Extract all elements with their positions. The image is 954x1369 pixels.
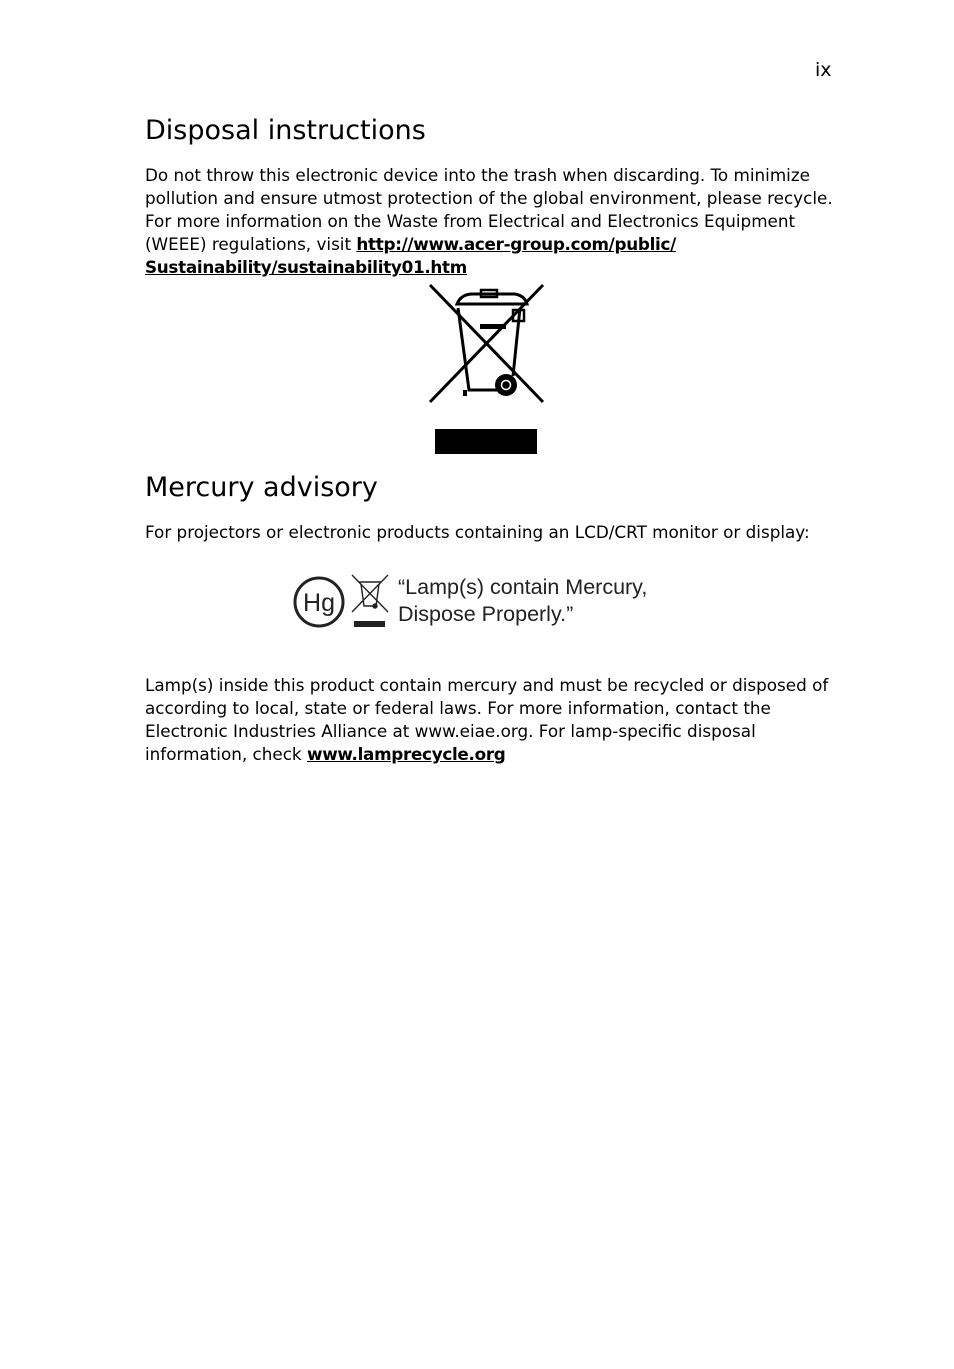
disposal-heading: Disposal instructions xyxy=(145,115,426,146)
mercury-label-line1: “Lamp(s) contain Mercury, xyxy=(398,575,648,599)
hg-circle-icon xyxy=(295,578,343,626)
mercury-label-line2: Dispose Properly.” xyxy=(398,602,574,626)
page-number: ix xyxy=(815,59,832,81)
mercury-intro: For projectors or electronic products containing an LCD/CRT monitor or display: xyxy=(145,522,810,542)
small-crossed-bin-icon xyxy=(352,575,388,627)
mercury-heading: Mercury advisory xyxy=(145,472,378,503)
acer-sustainability-link-part2[interactable]: Sustainability/sustainability01.htm xyxy=(145,257,467,277)
crossed-out-wheelie-bin-icon xyxy=(425,282,549,458)
mercury-text: Lamp(s) inside this product contain mercury and must be recycled or disposed of according to local, state or federal laws. For more information, contact the Electronic Industries Alliance at www.eiae.org. For lamp-specific disposal information, check xyxy=(145,675,829,764)
mercury-label-symbols xyxy=(292,570,392,632)
disposal-text: Do not throw this electronic device into the trash when discarding. To minimize pollution and ensure utmost protection of the global environment, please recycle. For more information on the Waste from Electrical and Electronics Equipment (WEEE) regulations, visit xyxy=(145,165,833,254)
acer-sustainability-link-part1[interactable]: http://www.acer-group.com/public/ xyxy=(356,234,676,254)
hg-symbol-text: Hg xyxy=(303,589,335,617)
disposal-paragraph xyxy=(145,164,845,279)
mercury-label-text xyxy=(398,574,647,628)
lamprecycle-link[interactable]: www.lamprecycle.org xyxy=(307,744,506,764)
mercury-paragraph xyxy=(145,674,845,766)
